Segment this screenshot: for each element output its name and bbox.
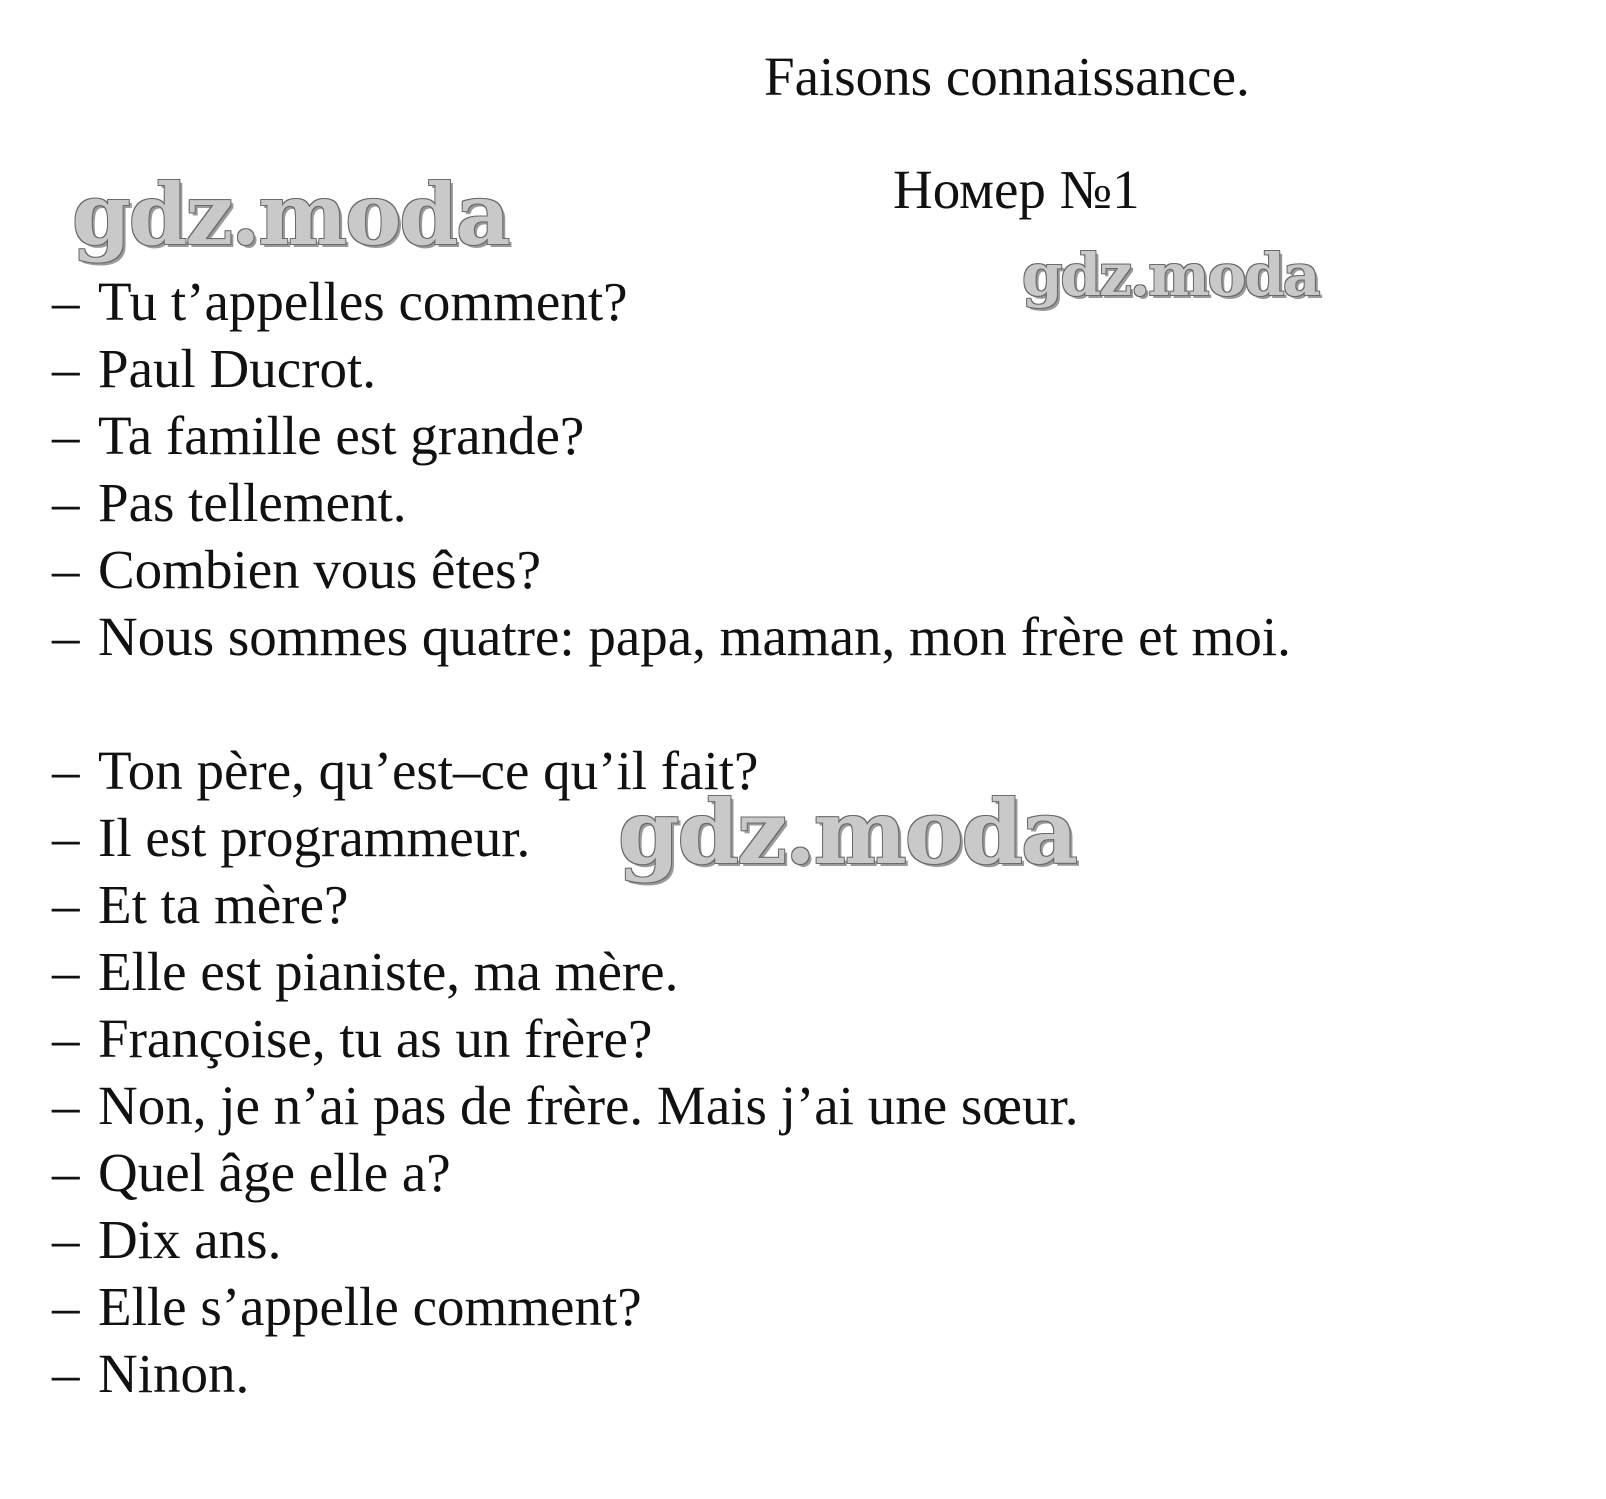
dialogue-text: Dix ans. — [98, 1209, 282, 1270]
dialogue-dash: – — [52, 874, 80, 935]
dialogue-dash: – — [52, 405, 80, 466]
dialogue-text: Ta famille est grande? — [98, 405, 585, 466]
watermark-logo: gdz.moda — [618, 780, 1077, 884]
dialogue-text: Non, je n’ai pas de frère. Mais j’ai une sœur. — [98, 1075, 1079, 1136]
dialogue-line — [52, 1340, 1291, 1407]
dialogue-line — [52, 335, 1291, 402]
exercise-number: Номер №1 — [893, 159, 1140, 220]
dialogue-line — [52, 1273, 1291, 1340]
dialogue-dash: – — [52, 1142, 80, 1203]
dialogue-line — [52, 737, 1291, 804]
dialogue-text: Et ta mère? — [98, 874, 349, 935]
dialogue-dash: – — [52, 606, 80, 667]
dialogue-text: Françoise, tu as un frère? — [98, 1008, 653, 1069]
dialogue-dash: – — [52, 338, 80, 399]
dialogue-text: Paul Ducrot. — [98, 338, 377, 399]
dialogue-dash: – — [52, 740, 80, 801]
dialogue-line — [52, 469, 1291, 536]
dialogue-dash: – — [52, 1276, 80, 1337]
dialogue-dash: – — [52, 1075, 80, 1136]
dialogue-dash: – — [52, 472, 80, 533]
dialogue-line — [52, 871, 1291, 938]
dialogue-text: Tu t’appelles comment? — [98, 271, 628, 332]
page-title: Faisons connaissance. — [764, 46, 1250, 107]
dialogue-list — [52, 268, 1291, 1407]
dialogue-text: Combien vous êtes? — [98, 539, 541, 600]
dialogue-line — [52, 536, 1291, 603]
dialogue-line — [52, 1139, 1291, 1206]
dialogue-text: Ton père, qu’est–ce qu’il fait? — [98, 740, 759, 801]
dialogue-text: Nous sommes quatre: papa, maman, mon frère et moi. — [98, 606, 1291, 667]
dialogue-dash: – — [52, 1008, 80, 1069]
watermark-logo: gdz.moda — [72, 165, 509, 264]
dialogue-line — [52, 1005, 1291, 1072]
dialogue-line — [52, 402, 1291, 469]
dialogue-text: Quel âge elle a? — [98, 1142, 451, 1203]
dialogue-dash: – — [52, 807, 80, 868]
dialogue-text: Elle est pianiste, ma mère. — [98, 941, 679, 1002]
dialogue-dash: – — [52, 539, 80, 600]
dialogue-line — [52, 268, 1291, 335]
dialogue-dash: – — [52, 271, 80, 332]
dialogue-text: Ninon. — [98, 1343, 250, 1404]
dialogue-dash: – — [52, 941, 80, 1002]
dialogue-dash: – — [52, 1209, 80, 1270]
dialogue-text: Pas tellement. — [98, 472, 407, 533]
dialogue-text: Il est programmeur. — [98, 807, 531, 868]
dialogue-dash: – — [52, 1343, 80, 1404]
dialogue-line — [52, 938, 1291, 1005]
dialogue-line — [52, 1072, 1291, 1139]
watermark-logo: gdz.moda — [1022, 241, 1319, 309]
dialogue-line — [52, 1206, 1291, 1273]
dialogue-line — [52, 804, 1291, 871]
dialogue-line — [52, 603, 1291, 670]
dialogue-text: Elle s’appelle comment? — [98, 1276, 642, 1337]
